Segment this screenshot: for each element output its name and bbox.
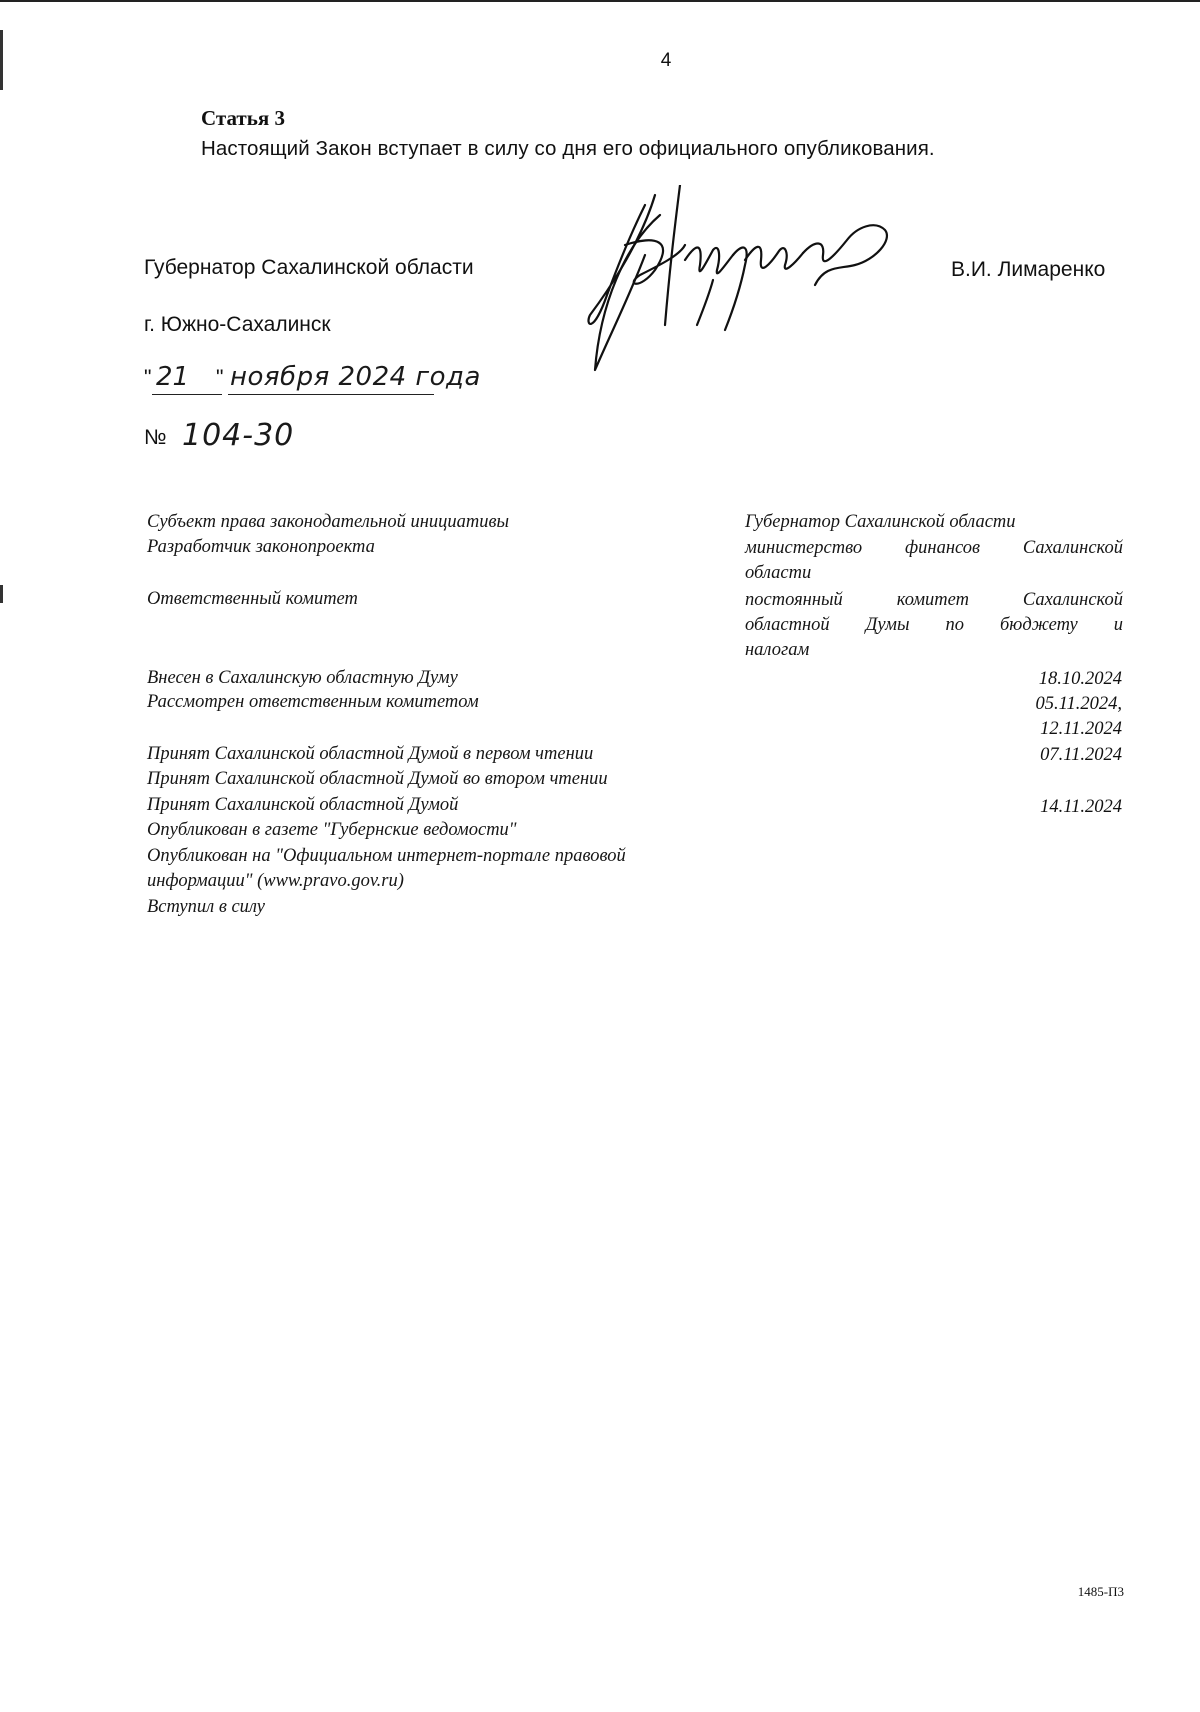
- row-label: Принят Сахалинской областной Думой: [147, 795, 459, 815]
- developer-label: Разработчик законопроекта: [147, 537, 375, 557]
- developer-value-line: области: [745, 563, 812, 583]
- date-quote-close: ": [216, 366, 224, 389]
- committee-value-line: постоянный комитет Сахалинской: [745, 590, 1123, 610]
- committee-value: [745, 588, 1123, 663]
- row-date: 14.11.2024: [1040, 797, 1122, 817]
- governor-title: Губернатор Сахалинской области: [144, 256, 474, 279]
- date-quote-open: ": [144, 366, 152, 389]
- row-date: 12.11.2024: [1040, 719, 1122, 739]
- subject-value-text: Губернатор Сахалинской области: [745, 512, 1016, 532]
- row-label: Опубликован на "Официальном интернет-портале правовой: [147, 846, 626, 866]
- subject-value: [745, 510, 1123, 535]
- row-label: Внесен в Сахалинскую областную Думу: [147, 668, 458, 688]
- row-label: Опубликован в газете "Губернские ведомости": [147, 820, 517, 840]
- number-sign: №: [144, 426, 167, 449]
- row-label: информации" (www.pravo.gov.ru): [147, 871, 404, 891]
- subject-label: Субъект права законодательной инициативы: [147, 512, 510, 532]
- scan-top-border: [0, 0, 1200, 2]
- row-label: Вступил в силу: [147, 897, 265, 917]
- row-date: 18.10.2024: [1038, 669, 1122, 689]
- article-text: Настоящий Закон вступает в силу со дня его официального опубликования.: [201, 137, 935, 160]
- signature-image: [585, 185, 895, 380]
- city: г. Южно-Сахалинск: [144, 313, 331, 336]
- governor-name: В.И. Лимаренко: [951, 258, 1106, 281]
- date-underline: [152, 394, 222, 395]
- article-title: Статья 3: [201, 106, 285, 130]
- number-value: 104-30: [182, 418, 295, 453]
- row-date: 07.11.2024: [1040, 745, 1122, 765]
- date-day: 21: [156, 362, 190, 392]
- row-label: Принят Сахалинской областной Думой в первом чтении: [147, 744, 594, 764]
- date-month-year: ноября 2024 года: [230, 362, 481, 392]
- date-underline: [228, 394, 434, 395]
- committee-value-line: налогам: [745, 640, 810, 660]
- committee-label: Ответственный комитет: [147, 589, 358, 609]
- committee-value-line: областной Думы по бюджету и: [745, 615, 1123, 635]
- document-code: 1485-П3: [1077, 1584, 1124, 1599]
- scan-edge-mark: [0, 585, 3, 603]
- row-date: 05.11.2024,: [1035, 694, 1122, 714]
- row-label: Рассмотрен ответственным комитетом: [147, 692, 479, 712]
- row-label: Принят Сахалинской областной Думой во втором чтении: [147, 769, 608, 789]
- developer-value-line: министерство финансов Сахалинской: [745, 538, 1123, 558]
- page-number: 4: [660, 50, 672, 71]
- developer-value: [745, 536, 1123, 586]
